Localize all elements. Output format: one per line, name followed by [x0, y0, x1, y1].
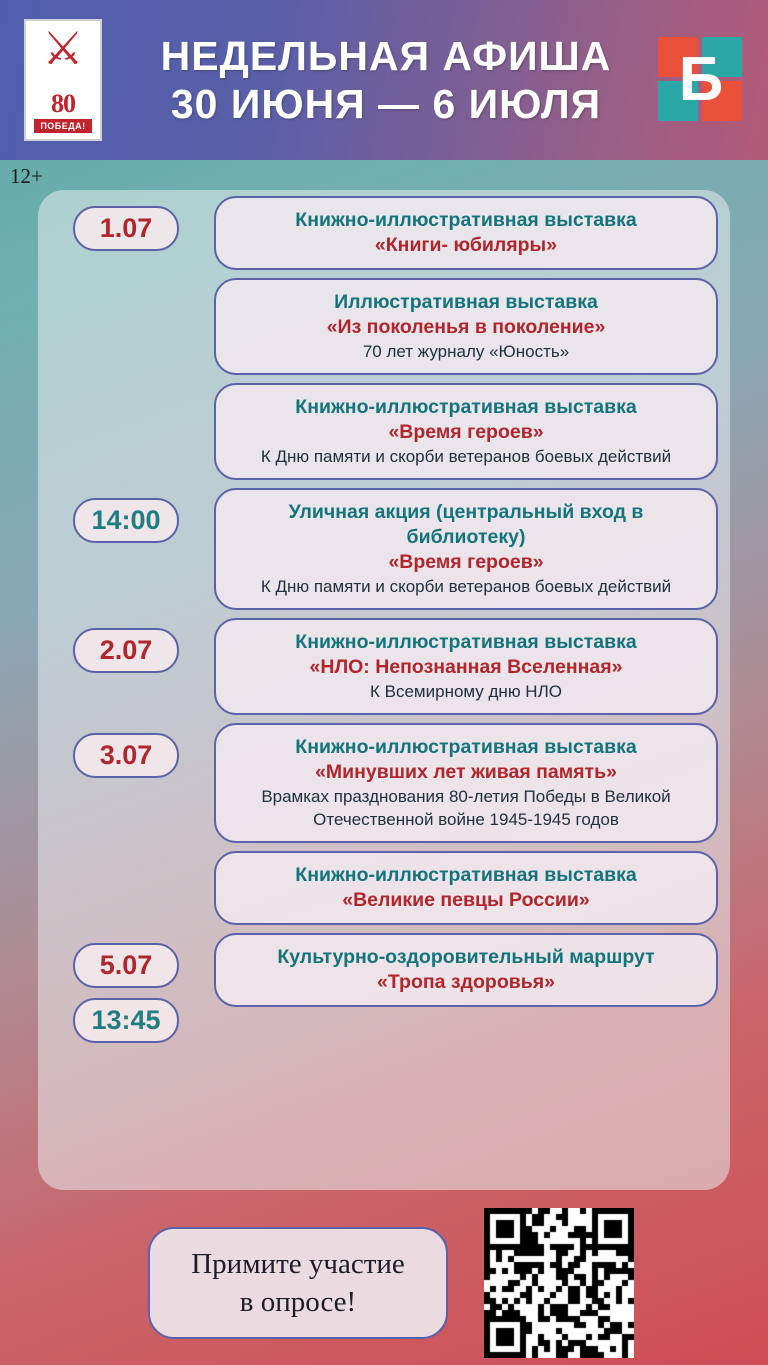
schedule-list — [38, 196, 730, 1061]
event-type: Уличная акция (центральный вход в библиотеку) — [288, 501, 644, 548]
poster-footer — [0, 1200, 768, 1365]
event-card — [214, 851, 718, 925]
survey-label-line-2: в опросе! — [239, 1285, 357, 1318]
motherland-calls-statue-icon: ⚔ — [42, 22, 84, 74]
event-type: Книжно-иллюстративная выставка — [295, 209, 637, 231]
event-title: «Из поколенья в поколение» — [326, 316, 606, 338]
event-subtitle: К Дню памяти и скорби ветеранов боевых действий — [260, 447, 672, 466]
event-subtitle: 70 лет журналу «Юность» — [362, 342, 570, 361]
survey-label-line-1: Примите участие — [191, 1247, 405, 1280]
event-title: «Время героев» — [388, 421, 544, 443]
age-rating-badge: 12+ — [10, 164, 43, 188]
schedule-row-datecol — [38, 851, 214, 861]
event-subtitle: К Дню памяти и скорби ветеранов боевых действий — [260, 577, 672, 596]
event-title: «Минувших лет живая память» — [315, 761, 617, 783]
date-badge: 5.07 — [73, 943, 179, 988]
event-subtitle: К Всемирному дню НЛО — [370, 682, 562, 701]
schedule-row — [38, 618, 730, 715]
event-card — [214, 488, 718, 610]
page-title — [108, 32, 658, 128]
survey-button[interactable] — [148, 1227, 448, 1339]
schedule-row — [38, 488, 730, 610]
schedule-row — [38, 383, 730, 480]
library-bb-logo — [658, 37, 744, 123]
date-badge: 3.07 — [73, 733, 179, 778]
schedule-row — [38, 933, 730, 1053]
date-badge: 2.07 — [73, 628, 179, 673]
time-badge: 13:45 — [73, 998, 179, 1043]
schedule-row-datecol — [38, 383, 214, 393]
victory-80-logo — [24, 19, 102, 141]
poster-header — [0, 0, 768, 160]
event-title: «НЛО: Непознанная Вселенная» — [309, 656, 623, 678]
event-title: «Книги- юбиляры» — [374, 234, 558, 256]
event-type: Иллюстративная выставка — [334, 291, 598, 313]
schedule-row-datecol — [38, 723, 214, 788]
schedule-row-datecol — [38, 278, 214, 288]
qr-code[interactable] — [484, 1208, 634, 1358]
event-card — [214, 618, 718, 715]
schedule-row-datecol — [38, 196, 214, 261]
victory-80-caption: ПОБЕДА! — [34, 119, 91, 133]
event-type: Книжно-иллюстративная выставка — [295, 736, 637, 758]
victory-80-number: 80 — [51, 89, 75, 118]
schedule-row-datecol — [38, 488, 214, 553]
schedule-row — [38, 196, 730, 270]
schedule-row — [38, 278, 730, 375]
logo-glyph: Б — [678, 45, 724, 114]
event-type: Книжно-иллюстративная выставка — [295, 864, 637, 886]
event-title: «Время героев» — [388, 551, 544, 573]
schedule-row — [38, 851, 730, 925]
time-badge: 14:00 — [73, 498, 179, 543]
date-badge: 1.07 — [73, 206, 179, 251]
schedule-row-datecol — [38, 618, 214, 683]
event-card — [214, 383, 718, 480]
event-card — [214, 278, 718, 375]
event-card — [214, 933, 718, 1007]
event-type: Культурно-оздоровительный маршрут — [277, 946, 655, 968]
event-type: Книжно-иллюстративная выставка — [295, 396, 637, 418]
title-line-2: 30 ИЮНЯ — 6 ИЮЛЯ — [170, 81, 602, 127]
event-card — [214, 196, 718, 270]
event-card — [214, 723, 718, 843]
schedule-row-datecol — [38, 933, 214, 1053]
title-line-1: НЕДЕЛЬНАЯ АФИША — [160, 33, 612, 79]
event-type: Книжно-иллюстративная выставка — [295, 631, 637, 653]
event-title: «Тропа здоровья» — [377, 971, 555, 993]
event-subtitle: Врамках празднования 80-летия Победы в Великой Отечественной войне 1945-1945 годов — [261, 787, 671, 829]
event-title: «Великие певцы России» — [342, 889, 590, 911]
schedule-row — [38, 723, 730, 843]
